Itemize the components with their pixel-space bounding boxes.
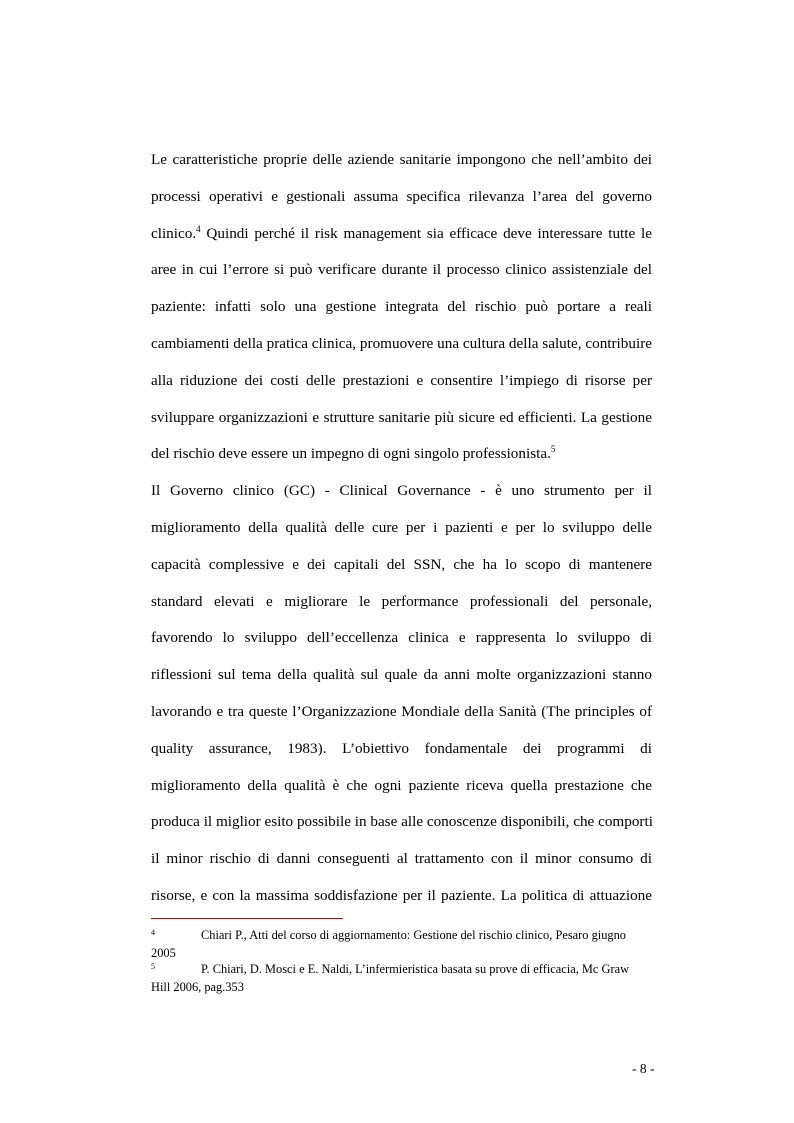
body-line: paziente: infatti solo una gestione integrata del rischio può portare a reali [151,298,652,316]
body-line: Il Governo clinico (GC) - Clinical Governance - è uno strumento per il [151,482,652,500]
body-line: standard elevati e migliorare le performance professionali del personale, [151,592,652,610]
body-line: favorendo lo sviluppo dell’eccellenza clinica e rappresenta lo sviluppo di [151,629,652,647]
body-line: produca il miglior esito possibile in base alle conoscenze disponibili, che comporti [151,813,653,831]
body-line: miglioramento della qualità è che ogni paziente riceva quella prestazione che [151,776,652,794]
footnote-text: Hill 2006, pag.353 [151,980,244,994]
body-line: miglioramento della qualità delle cure per i pazienti e per lo sviluppo delle [151,518,652,536]
body-text-segment: clinico. [151,224,197,242]
footnote-ref-4: 4 [196,223,201,234]
footnote-text: P. Chiari, D. Mosci e E. Naldi, L’infermieristica basata su prove di efficacia, Mc Graw [201,962,630,976]
body-line: riflessioni sul tema della qualità sul quale da anni molte organizzazioni stanno [151,666,652,684]
footnote-number: 5 [151,962,155,971]
body-line: sviluppare organizzazioni e strutture sanitarie più sicure ed efficienti. La gestione [151,408,652,426]
footnote-4 [151,927,656,961]
body-text-segment: Quindi perché il risk management sia efficace deve interessare tutte le [206,224,652,242]
footnote-text: Chiari P., Atti del corso di aggiornamento: Gestione del rischio clinico, Pesaro giugno [201,928,626,942]
body-line: aree in cui l’errore si può verificare durante il processo clinico assistenziale del [151,261,652,279]
body-text [151,142,652,915]
body-line: il minor rischio di danni conseguenti al trattamento con il minor consumo di [151,850,652,868]
body-line: processi operativi e gestionali assuma specifica rilevanza l’area del governo [151,187,652,205]
body-line: alla riduzione dei costi delle prestazioni e consentire l’impiego di risorse per [151,371,652,389]
body-line: cambiamenti della pratica clinica, promuovere una cultura della salute, contribuire [151,334,652,352]
footnote-number: 4 [151,928,155,937]
body-line: lavorando e tra queste l’Organizzazione Mondiale della Sanità (The principles of [151,702,652,720]
body-line: risorse, e con la massima soddisfazione per il paziente. La politica di attuazione [151,886,652,904]
footnote-text: 2005 [151,946,176,960]
body-line [151,216,652,253]
body-line: quality assurance, 1983). L’obiettivo fondamentale dei programmi di [151,739,652,757]
body-line [151,436,652,473]
body-text-segment: del rischio deve essere un impegno di ogni singolo professionista. [151,445,551,463]
body-line: capacità complessive e dei capitali del SSN, che ha lo scopo di mantenere [151,555,652,573]
footnote-5 [151,961,656,995]
body-line: Le caratteristiche proprie delle aziende sanitarie impongono che nell’ambito dei [151,151,652,168]
page-number: - 8 - [632,1061,655,1076]
footnote-separator [151,918,343,919]
footnotes [151,927,656,995]
footnote-ref-5: 5 [550,444,556,455]
